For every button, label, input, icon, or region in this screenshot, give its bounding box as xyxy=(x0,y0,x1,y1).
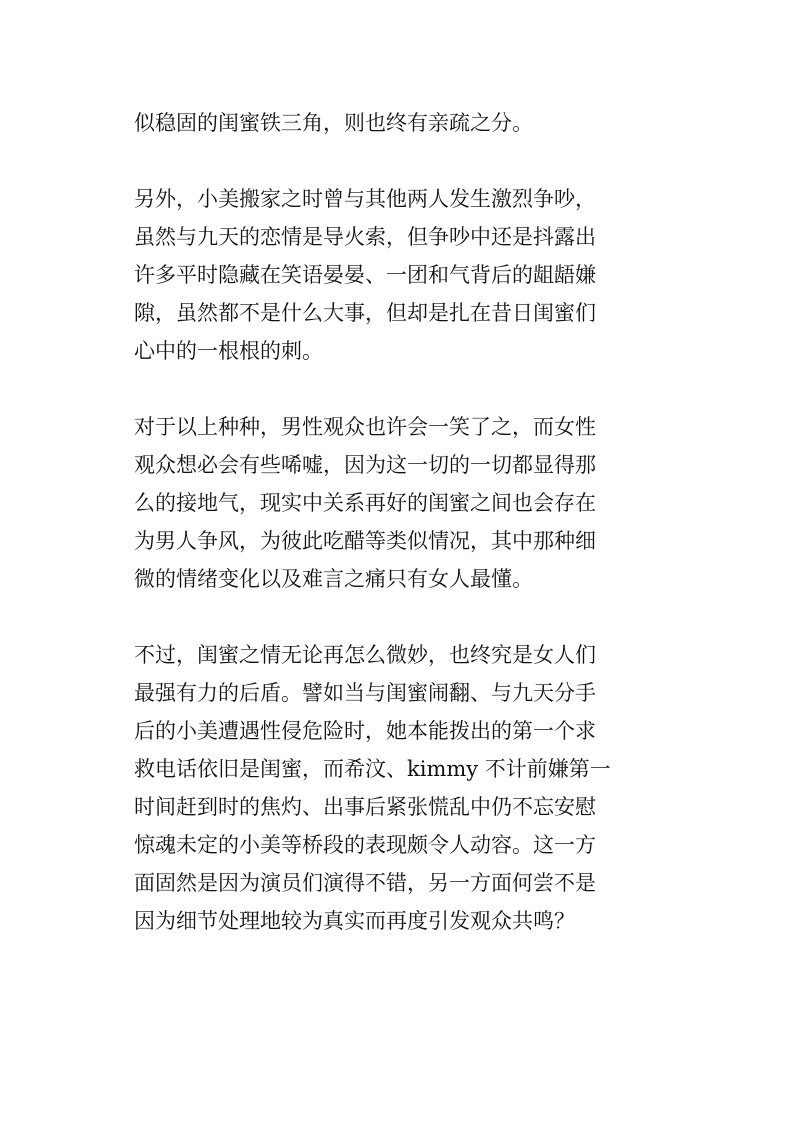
text-line: 心中的一根根的刺。 xyxy=(134,339,323,363)
text-line: 面固然是因为演员们演得不错，另一方面何尝不是 xyxy=(134,871,596,895)
text-line: 微的情绪变化以及难言之痛只有女人最懂。 xyxy=(134,567,533,591)
text-line: 么的接地气，现实中关系再好的闺蜜之间也会存在 xyxy=(134,491,596,515)
text-line: 救电话依旧是闺蜜，而希汶、kimmy 不计前嫌第一 xyxy=(134,757,611,781)
text-line: 隙，虽然都不是什么大事，但却是扎在昔日闺蜜们 xyxy=(134,301,596,325)
paragraph-gap xyxy=(134,598,674,636)
text-line: 虽然与九天的恋情是导火索，但争吵中还是抖露出 xyxy=(134,225,596,249)
article-body xyxy=(134,104,674,940)
text-line: 观众想必会有些唏嘘，因为这一切的一切都显得那 xyxy=(134,453,596,477)
text-line: 最强有力的后盾。譬如当与闺蜜闹翻、与九天分手 xyxy=(134,681,596,705)
paragraph-gap xyxy=(134,370,674,408)
text-line: 时间赶到时的焦灼、出事后紧张慌乱中仍不忘安慰 xyxy=(134,795,596,819)
text-line: 许多平时隐藏在笑语晏晏、一团和气背后的龃龉嫌 xyxy=(134,263,596,287)
text-line: 因为细节处理地较为真实而再度引发观众共鸣？ xyxy=(134,909,575,933)
text-line: 后的小美遭遇性侵危险时，她本能拨出的第一个求 xyxy=(134,719,596,743)
paragraph-gap xyxy=(134,142,674,180)
text-line: 对于以上种种，男性观众也许会一笑了之，而女性 xyxy=(134,415,596,439)
text-line: 似稳固的闺蜜铁三角，则也终有亲疏之分。 xyxy=(134,111,533,135)
text-line: 另外，小美搬家之时曾与其他两人发生激烈争吵， xyxy=(134,187,596,211)
text-line: 惊魂未定的小美等桥段的表现颇令人动容。这一方 xyxy=(134,833,596,857)
text-line: 为男人争风，为彼此吃醋等类似情况，其中那种细 xyxy=(134,529,596,553)
text-line: 不过，闺蜜之情无论再怎么微妙，也终究是女人们 xyxy=(134,643,596,667)
